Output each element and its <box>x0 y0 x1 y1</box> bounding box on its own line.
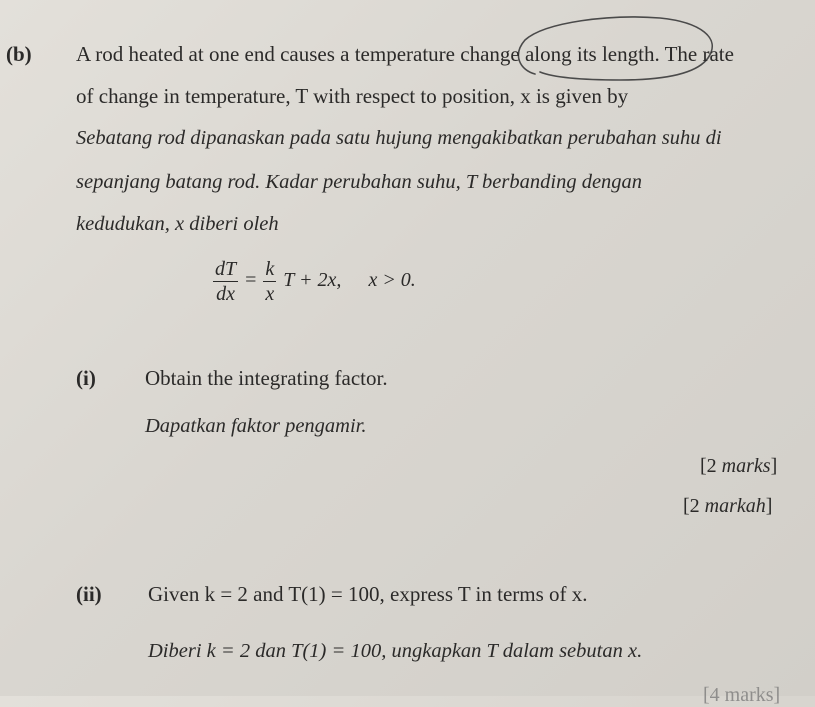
domain-condition: x > 0. <box>368 269 416 292</box>
q2-text-en: Given k = 2 and T(1) = 100, express T in terms of x. <box>148 582 588 606</box>
intro-en-line1: A rod heated at one end causes a temperature change along its length. The rate <box>76 42 734 66</box>
q2-label: (ii) <box>76 582 102 606</box>
q1-marks-en <box>700 455 777 478</box>
q1-marks-en-word: marks <box>721 455 771 477</box>
q1-marks-ms-close: ] <box>765 495 773 517</box>
rhs-numerator: k <box>265 258 275 280</box>
q1-marks-en-close: ] <box>770 455 778 477</box>
q1-text-en: Obtain the integrating factor. <box>145 366 388 390</box>
rhs-fraction <box>263 257 276 306</box>
intro-ms-line3: kedudukan, x diberi oleh <box>76 213 279 235</box>
q1-marks-en-open: [2 <box>700 455 722 477</box>
lhs-numerator: dT <box>215 258 237 280</box>
q1-label: (i) <box>76 366 96 390</box>
intro-ms-line1: Sebatang rod dipanaskan pada satu hujung mengakibatkan perubahan suhu di <box>76 127 722 149</box>
differential-equation <box>213 257 416 306</box>
q2-marks-partial: [4 marks] <box>703 684 781 706</box>
q1-text-ms: Dapatkan faktor pengamir. <box>145 415 367 437</box>
lhs-denominator: dx <box>216 283 235 305</box>
part-label: (b) <box>6 42 32 66</box>
lhs-fraction <box>213 257 238 306</box>
intro-ms-line2: sepanjang batang rod. Kadar perubahan suhu, T berbanding dengan <box>76 171 643 193</box>
equals-sign: = <box>245 269 257 292</box>
q1-marks-ms <box>683 495 772 518</box>
intro-en-line2: of change in temperature, T with respect to position, x is given by <box>76 84 629 108</box>
rhs-remainder: T + 2x, <box>283 269 342 292</box>
q1-marks-ms-open: [2 <box>683 495 705 517</box>
rhs-denominator: x <box>265 283 275 305</box>
q2-text-ms: Diberi k = 2 dan T(1) = 100, ungkapkan T dalam sebutan x. <box>148 640 643 662</box>
q1-marks-ms-word: markah <box>704 495 766 517</box>
